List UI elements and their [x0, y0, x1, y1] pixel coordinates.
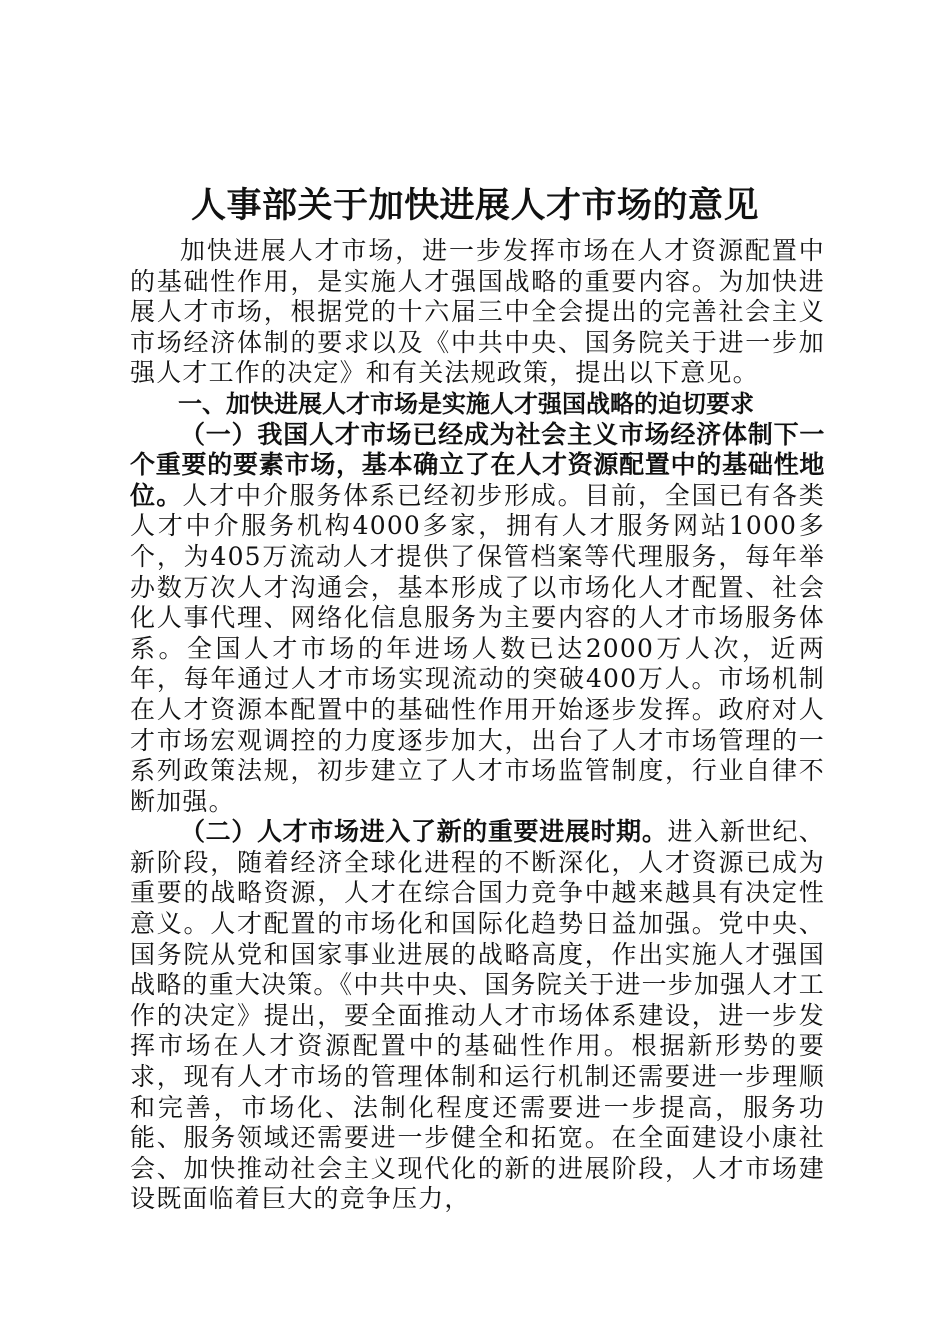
paragraph-2: [130, 817, 825, 1215]
paragraph-2-body: 进入新世纪、新阶段，随着经济全球化进程的不断深化，人才资源已成为重要的战略资源，人才在综合国力竞争中越来越具有决定性意义。人才配置的市场化和国际化趋势日益加强。党中央、国务院从党和国家事业进展的战略高度，作出实施人才强国战略的重大决策。《中共中央、国务院关于进一步加强人才工作的决定》提出，要全面推动人才市场体系建设，进一步发挥市场在人才资源配置中的基础性作用。根据新形势的要求，现有人才市场的管理体制和运行机制还需要进一步理顺和完善，市场化、法制化程度还需要进一步提高，服务功能、服务领域还需要进一步健全和拓宽。在全面建设小康社会、加快推动社会主义现代化的新的进展阶段，人才市场建设既面临着巨大的竞争压力，: [130, 817, 826, 1214]
section-heading-1: 一、加快进展人才市场是实施人才强国战略的迫切要求: [178, 389, 754, 418]
document-title: 人事部关于加快进展人才市场的意见: [190, 186, 759, 226]
intro-paragraph: 加快进展人才市场，进一步发挥市场在人才资源配置中的基础性作用，是实施人才强国战略的重要内容。为加快进展人才市场，根据党的十六届三中全会提出的完善社会主义市场经济体制的要求以及《中共中央、国务院关于进一步加强人才工作的决定》和有关法规政策，提出以下意见。: [130, 236, 825, 388]
paragraph-1: [130, 420, 825, 818]
paragraph-1-body: 人才中介服务体系已经初步形成。目前，全国已有各类人才中介服务机构4000多家，拥有人才服务网站1000多个，为405万流动人才提供了保管档案等代理服务，每年举办数万次人才沟通会，基本形成了以市场化人才配置、社会化人事代理、网络化信息服务为主要内容的人才市场服务体系。全国人才市场的年进场人数已达2000万人次，近两年，每年通过人才市场实现流动的突破400万人。市场机制在人才资源本配置中的基础性作用开始逐步发挥。政府对人才市场宏观调控的力度逐步加大，出台了人才市场管理的一系列政策法规，初步建立了人才市场监管制度，行业自律不断加强。: [130, 480, 825, 816]
document-body: [130, 236, 825, 1215]
paragraph-2-lead: （二）人才市场进入了新的重要进展时期。: [180, 817, 668, 847]
paragraph-1-lead: （一）我国人才市场已经成为社会主义市场经济体制下一个重要的要素市场，基本确立了在人才资源配置中的基础性地位。: [130, 419, 825, 510]
